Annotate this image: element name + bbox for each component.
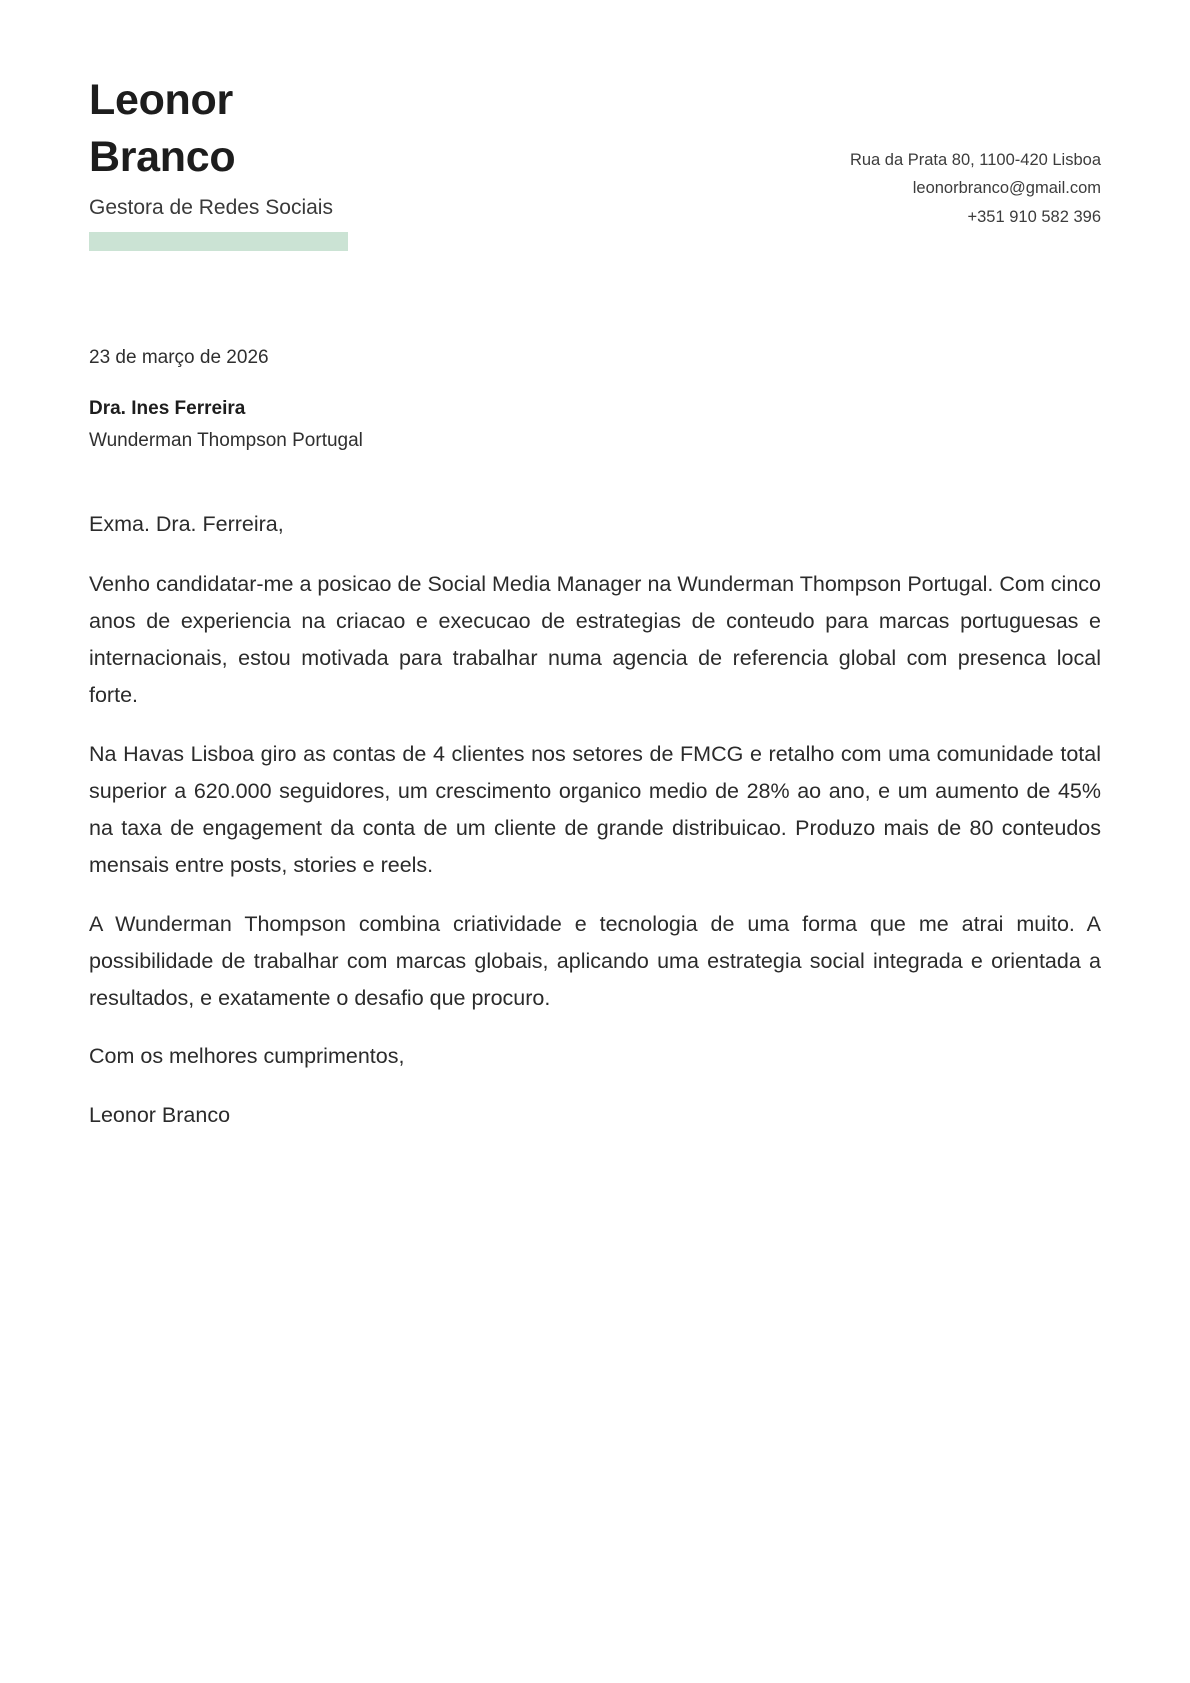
last-name-text: Branco [89, 132, 236, 181]
letter-meta [89, 344, 1101, 456]
closing-line: Com os melhores cumprimentos, [89, 1044, 405, 1069]
body-paragraph-1: Venho candidatar-me a posicao de Social Media Manager na Wunderman Thompson Portugal. Com cinco anos de experiencia na criacao e execucao de estrategias de conteudo para marcas portuguesas e internacionais, estou motivada para trabalhar numa agencia de referencia global com presenca local forte. [89, 571, 1101, 707]
letter-body [89, 508, 1101, 1135]
first-name-text: Leonor [89, 76, 233, 124]
recipient-company: Wunderman Thompson Portugal [89, 430, 363, 451]
name-highlight-bar [89, 232, 348, 251]
first-name-line [89, 72, 509, 129]
contact-phone[interactable]: +351 910 582 396 [967, 207, 1101, 226]
body-paragraph-3: A Wunderman Thompson combina criatividade e tecnologia de uma forma que me atrai muito. A possibilidade de trabalhar com marcas globais, aplicando uma estrategia social integrada e orientada a resultados, e exatamente o desafio que procuro. [89, 911, 1101, 1010]
contact-block [850, 146, 1101, 231]
contact-address: Rua da Prata 80, 1100-420 Lisboa [849, 151, 1101, 169]
job-title: Gestora de Redes Sociais [89, 195, 333, 219]
letter-date: 23 de março de 2026 [89, 347, 269, 368]
salutation: Exma. Dra. Ferreira, [89, 511, 284, 536]
letter-header [89, 0, 1101, 252]
signature-name: Leonor Branco [89, 1103, 231, 1128]
last-name-line [89, 129, 509, 186]
contact-email[interactable]: leonorbranco@gmail.com [912, 179, 1101, 198]
body-paragraph-2: Na Havas Lisboa giro as contas de 4 clientes nos setores de FMCG e retalho com uma comunidade total superior a 620.000 seguidores, um crescimento organico medio de 28% ao ano, e um aumento de 45% na taxa de engagement da conta de um cliente de grande distribuicao. Produzo mais de 80 conteudos mensais entre posts, stories e reels. [89, 741, 1101, 877]
recipient-name: Dra. Ines Ferreira [89, 397, 246, 419]
name-block [89, 72, 509, 222]
